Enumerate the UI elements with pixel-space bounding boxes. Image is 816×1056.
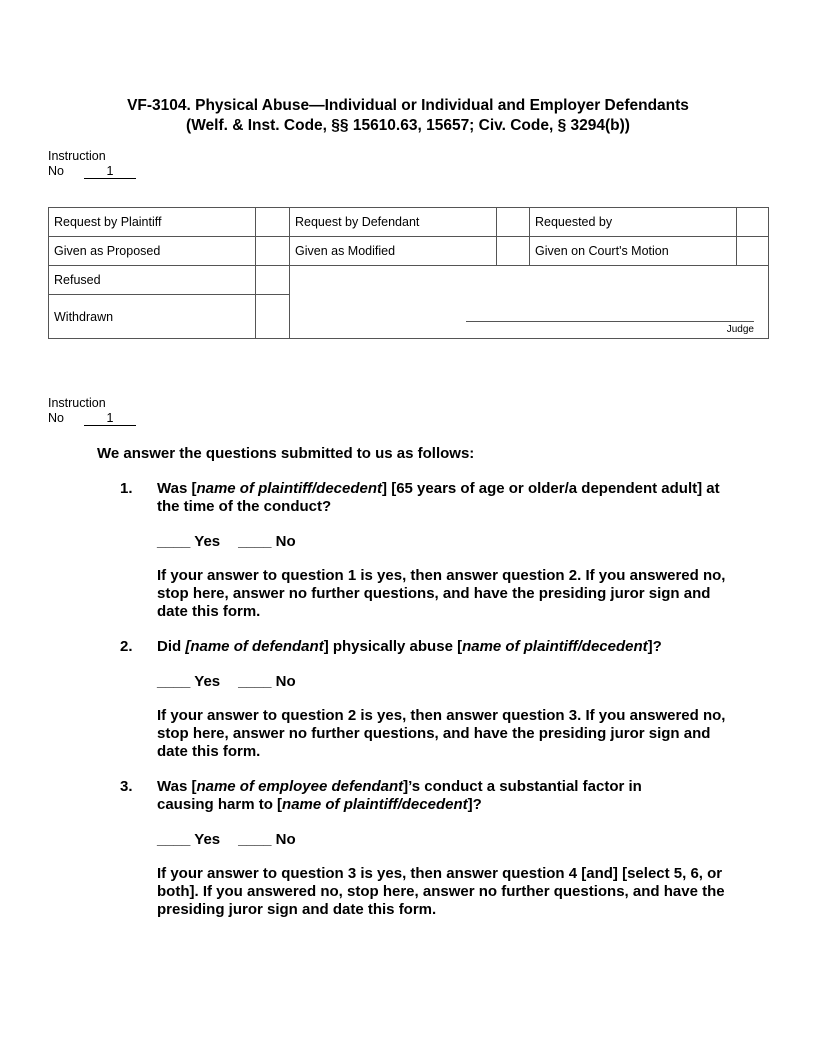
requested-by-box[interactable]	[737, 208, 769, 237]
given-on-courts-motion-box[interactable]	[737, 237, 769, 266]
given-as-modified-label: Given as Modified	[290, 237, 497, 266]
question-1-answer[interactable]	[157, 533, 296, 550]
request-by-defendant-label: Request by Defendant	[290, 208, 497, 237]
instruction-status-table	[48, 207, 769, 339]
refused-label: Refused	[49, 266, 256, 295]
question-1-instructions: If your answer to question 1 is yes, then answer question 2. If you answered no, stop here, answer no further questions, and have the presiding juror sign and date this form.	[157, 567, 726, 620]
withdrawn-box[interactable]	[256, 295, 290, 339]
intro-text: We answer the questions submitted to us as follows:	[97, 445, 475, 462]
yes-option[interactable]: ____ Yes	[157, 533, 221, 550]
question-2-text: Did [name of defendant] physically abuse [name of plaintiff/decedent]?	[157, 638, 662, 655]
instruction-number-top	[48, 149, 136, 179]
no-option[interactable]: ____ No	[238, 533, 296, 550]
given-as-proposed-label: Given as Proposed	[49, 237, 256, 266]
question-2-number: 2.	[120, 638, 133, 655]
instruction-number: 1	[84, 412, 136, 426]
judge-label: Judge	[726, 324, 754, 335]
question-3-instructions: If your answer to question 3 is yes, then answer question 4 [and] [select 5, 6, or both]. If you answered no, stop here, answer no further questions, and have the presiding juror sign and date this form.	[157, 865, 725, 918]
no-label: No	[48, 411, 64, 425]
given-on-courts-motion-label: Given on Court's Motion	[530, 237, 737, 266]
question-3-answer[interactable]	[157, 831, 296, 848]
instruction-label: Instruction	[48, 149, 106, 163]
refused-box[interactable]	[256, 266, 290, 295]
requested-by-label: Requested by	[530, 208, 737, 237]
request-by-defendant-box[interactable]	[497, 208, 530, 237]
instruction-label: Instruction	[48, 396, 106, 410]
judge-signature-area	[290, 266, 769, 339]
instruction-number-bottom	[48, 396, 136, 426]
title-line-1: VF-3104. Physical Abuse—Individual or Individual and Employer Defendants	[127, 97, 689, 114]
instruction-number: 1	[84, 165, 136, 179]
title-line-2: (Welf. & Inst. Code, §§ 15610.63, 15657; Civ. Code, § 3294(b))	[186, 117, 630, 134]
no-label: No	[48, 164, 64, 178]
withdrawn-label: Withdrawn	[49, 295, 256, 339]
yes-option[interactable]: ____ Yes	[157, 673, 221, 690]
given-as-modified-box[interactable]	[497, 237, 530, 266]
no-option[interactable]: ____ No	[238, 673, 296, 690]
given-as-proposed-box[interactable]	[256, 237, 290, 266]
question-1-text: Was [name of plaintiff/decedent] [65 years of age or older/a dependent adult] at the time of the conduct?	[157, 480, 720, 515]
request-by-plaintiff-label: Request by Plaintiff	[49, 208, 256, 237]
question-2-instructions: If your answer to question 2 is yes, then answer question 3. If you answered no, stop here, answer no further questions, and have the presiding juror sign and date this form.	[157, 707, 726, 760]
question-3-number: 3.	[120, 778, 133, 795]
question-1-number: 1.	[120, 480, 133, 497]
judge-signature-line[interactable]	[466, 321, 754, 322]
question-3-text: Was [name of employee defendant]’s conduct a substantial factor in causing harm to [name of plaintiff/decedent]?	[157, 778, 642, 813]
question-2-answer[interactable]	[157, 673, 296, 690]
yes-option[interactable]: ____ Yes	[157, 831, 221, 848]
request-by-plaintiff-box[interactable]	[256, 208, 290, 237]
no-option[interactable]: ____ No	[238, 831, 296, 848]
